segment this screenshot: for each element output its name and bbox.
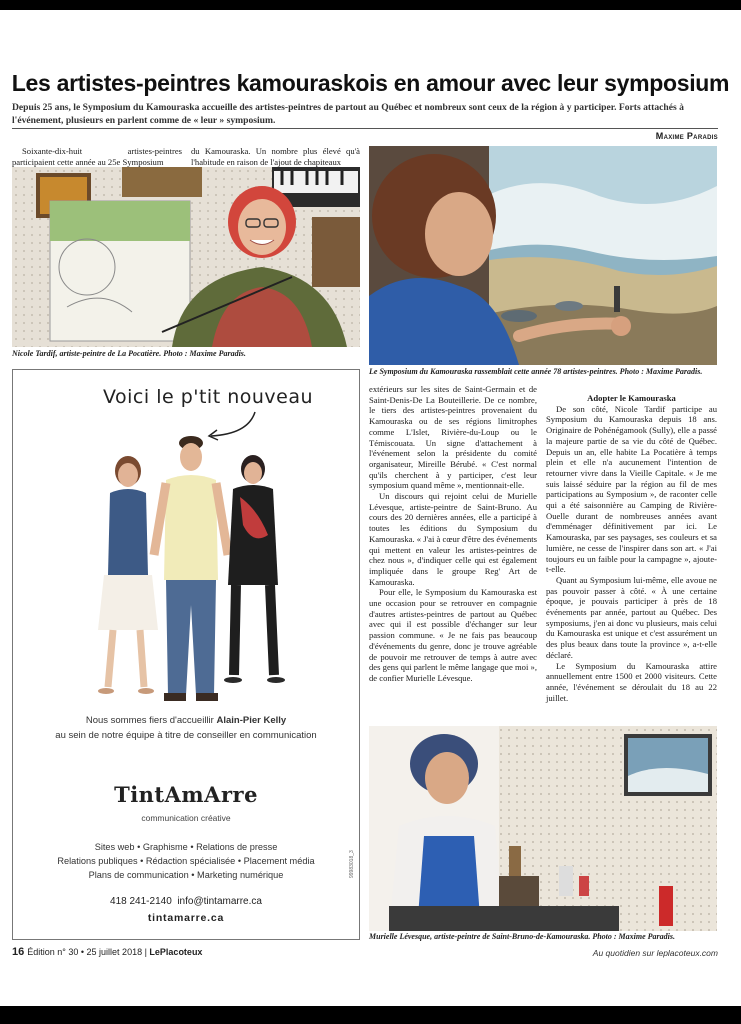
photo-tardif-illustration bbox=[12, 167, 360, 347]
caption-tardif: Nicole Tardif, artiste-peintre de La Pocatière. Photo : Maxime Paradis. bbox=[12, 349, 246, 358]
article-paragraph: Pour elle, le Symposium du Kamouraska est une occasion pour se retrouver en compagnie d'autres artistes-peintres de partout au Québec avec qui il est possible d'échanger sur leur passion commune. « Je ne fais pas beaucoup d'événements du genre, donc je trouve agréable de pouvoir me retrouver de temps à autre avec des gens qui parlent le même langage que moi », de confier Murielle Lévesque. bbox=[369, 587, 537, 683]
bottom-border bbox=[0, 1006, 741, 1024]
ad-handwritten-heading: Voici le p'tit nouveau bbox=[103, 386, 314, 408]
ad-services-line-1: Sites web • Graphisme • Relations de presse bbox=[94, 842, 278, 852]
ad-role-line: au sein de notre équipe à titre de conseiller en communication bbox=[55, 730, 317, 741]
publication-logo: LePlacoteux bbox=[149, 947, 203, 957]
ad-services-line-2: Relations publiques • Rédaction spécialisée • Placement média bbox=[57, 856, 315, 866]
caption-levesque: Murielle Lévesque, artiste-peintre de Saint-Bruno-de-Kamouraska. Photo : Maxime Paradis. bbox=[369, 932, 676, 941]
ad-contact bbox=[13, 896, 359, 907]
intro-text-1: Soixante-dix-huit artistes-peintres participaient cette année au 25e Symposium bbox=[12, 146, 182, 167]
ad-code: 99983018_3 bbox=[349, 850, 355, 878]
intro-column-2 bbox=[191, 146, 360, 167]
top-border bbox=[0, 0, 741, 10]
photo-nicole-tardif bbox=[12, 167, 360, 347]
article-paragraph: De son côté, Nicole Tardif participe au Symposium du Kamouraska depuis 18 ans. Originaire de Pohénégamook (Sully), elle a passé la majeure partie de sa vie du côté de Québec. Depuis un an, elle habite La Pocatière à temps plein et elle n'a aucunement l'intention de retourner vivre dans la Vieille Capitale. « Je me suis laissé séduire par la région au fil de mes participations au Symposium », de raconter celle qui a été saisonnière au Camping de Rivière-Ouelle durant de nombreuses années avant d'emménager définitivement par ici. Le Kamouraska, par ses paysages, ses couleurs et sa lumière, ne cesse de l'inspirer dans son art. « J'ai toujours eu un faible pour la campagne », ajoute-t-elle. bbox=[546, 403, 717, 575]
tintamarre-advertisement bbox=[12, 369, 360, 940]
article-paragraph: Quant au Symposium lui-même, elle avoue ne pas pouvoir passer à côté. « À une certaine époque, je pouvais participer à près de 18 événements par année, partout au Québec. Des symposiums, j'en ai donc vu plusieurs, mais celui du Kamouraska est unique et c'est assurément un des plus beaux dans toute la province », a-t-elle déclaré. bbox=[546, 574, 717, 660]
ad-tagline: communication créative bbox=[141, 813, 231, 823]
footer-website[interactable]: Au quotidien sur leplacoteux.com bbox=[592, 948, 718, 958]
byline: Maxime Paradis bbox=[655, 131, 718, 141]
photo-levesque-illustration bbox=[369, 726, 717, 931]
ad-new-hire-name: Alain-Pier Kelly bbox=[216, 715, 287, 726]
tintamarre-logo: TintAmArre bbox=[114, 782, 258, 807]
article-paragraph: extérieurs sur les sites de Saint-Germain et de Saint-Denis-De La Bouteillerie. De ce nombre, le tiers des artistes-peintres provenaient du Kamouraska ou de ses régions limitrophes comme L'Islet, Rivière-du-Loup ou le Témiscouata. Un signe d'attachement à l'événement selon la présidente du comité organisateur, Mireille Bérubé. « C'est normal qu'ils cherchent à y participer, c'est leur symposium quand même », mentionnait-elle. bbox=[369, 384, 537, 491]
caption-painting: Le Symposium du Kamouraska rassemblait cette année 78 artistes-peintres. Photo : Maxime Paradis. bbox=[369, 367, 703, 376]
intro-column-1 bbox=[12, 146, 182, 167]
edition-info: Édition n° 30 • 25 juillet 2018 | bbox=[27, 947, 150, 957]
ad-email[interactable]: info@tintamarre.ca bbox=[177, 896, 262, 907]
article-column-4 bbox=[546, 392, 717, 703]
headline: Les artistes-peintres kamouraskois en amour avec leur symposium bbox=[11, 70, 730, 96]
lede: Depuis 25 ans, le Symposium du Kamouraska accueille des artistes-peintres de partout au Québec et nombreux sont ceux de la région à y participer. Forts attachés à l'événement, plusieurs en parlent comme de « leur » symposium. bbox=[12, 102, 684, 126]
photo-painting bbox=[369, 146, 717, 365]
article-column-3 bbox=[369, 384, 537, 684]
ad-welcome-line bbox=[13, 715, 359, 726]
intro-text-2: du Kamouraska. Un nombre plus élevé qu'à l'habitude en raison de l'ajout de chapiteaux bbox=[191, 146, 360, 167]
ad-welcome-text: Nous sommes fiers d'accueillir bbox=[85, 715, 217, 726]
divider bbox=[12, 128, 718, 129]
article-subhead: Adopter le Kamouraska bbox=[587, 393, 676, 403]
ad-website[interactable]: tintamarre.ca bbox=[147, 912, 225, 924]
team-photo bbox=[68, 425, 308, 705]
page-number: 16 bbox=[12, 946, 25, 958]
photo-murielle-levesque bbox=[369, 726, 717, 931]
photo-painting-illustration bbox=[369, 146, 717, 365]
page-footer bbox=[12, 946, 205, 958]
article-paragraph: Un discours qui rejoint celui de Murielle Lévesque, artiste-peintre de Saint-Bruno. Au cours des 20 dernières années, elle a participé à toutes les éditions du Symposium du Kamouraska. « J'ai à cœur d'être des événements qui mettent en valeur les artistes-peintres de chez nous », d'indiquer celle qui est également impliquée dans le groupe Reg' Art de Kamouraska. bbox=[369, 491, 537, 587]
ad-services-line-3: Plans de communication • Marketing numérique bbox=[88, 870, 284, 880]
ad-phone: 418 241-2140 bbox=[110, 896, 172, 907]
article-paragraph: Le Symposium du Kamouraska attire annuellement entre 1500 et 2000 visiteurs. Cette année, l'événement se déroulait du 18 au 22 juillet. bbox=[546, 660, 717, 703]
